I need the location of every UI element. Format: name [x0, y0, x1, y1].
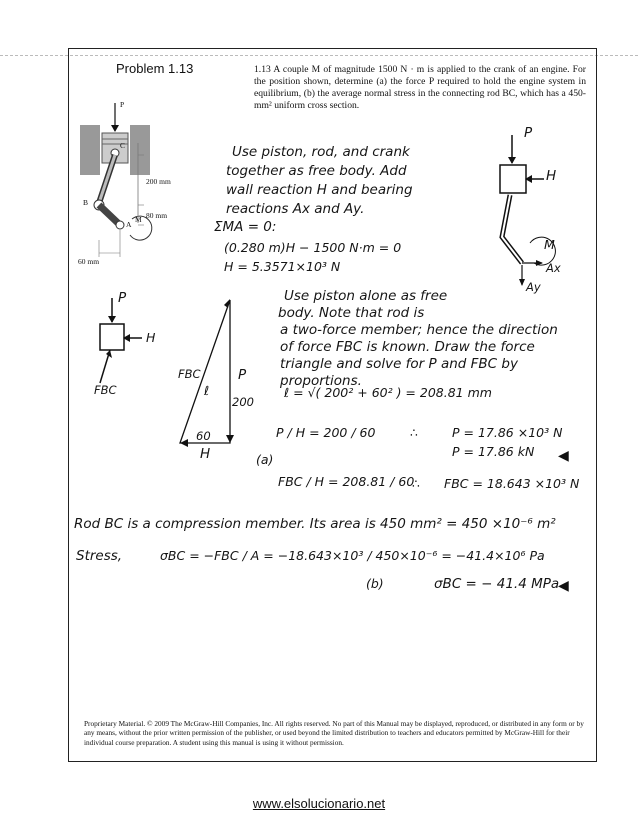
stress-eq: σBC = −FBC / A = −18.643×10³ / 450×10⁻⁶ = −41.4×10⁶ Pa: [160, 548, 545, 563]
copyright-footer: Proprietary Material. © 2009 The McGraw-Hill Companies, Inc. All rights reserved. No part of this Manual may be displayed, reproduced, or distributed in any form or by any means, without the prior written permission of the publisher, or used beyond the limited distribution to teachers and educators permitted by McGraw-Hill for their individual course preparation. A student using this manual is using it without permission.: [84, 719, 584, 747]
fbd-piston: [90, 288, 170, 408]
engine-drawing: [80, 95, 200, 270]
fig-dim-80: 80 mm: [146, 211, 168, 220]
fbd1-label-Ay: Ay: [526, 280, 541, 294]
label-a: (a): [256, 452, 274, 467]
fig-dim-60: 60 mm: [78, 257, 100, 266]
fig-label-P: P: [120, 100, 125, 109]
tri-label-H: H: [200, 446, 211, 462]
sol-line-3: wall reaction H and bearing: [226, 182, 413, 198]
eq-l: ℓ = √( 200² + 60² ) = 208.81 mm: [284, 385, 492, 400]
fbd-whole-drawing: [478, 125, 588, 300]
fig-label-M: M: [135, 215, 142, 224]
sol-line-4: reactions Ax and Ay.: [226, 201, 365, 217]
result-FBC: FBC = 18.643 ×10³ N: [444, 476, 580, 491]
fbd1-label-Ax: Ax: [546, 261, 561, 275]
tri-label-60: 60: [196, 429, 211, 443]
sol-moment-eq: ƩMA = 0:: [214, 219, 277, 235]
sol-line-11: Rod BC is a compression member. Its area is 450 mm² = 450 ×10⁻⁶ m²: [74, 516, 556, 532]
sol-line-8: of force FBC is known. Draw the force: [280, 339, 535, 355]
sol-eq-2: H = 5.3571×10³ N: [224, 259, 341, 274]
fbd1-label-P: P: [524, 125, 533, 141]
sol-line-9: triangle and solve for P and FBC by: [280, 356, 518, 372]
tri-label-FBC: FBC: [178, 367, 201, 381]
sol-line-10: proportions.: [280, 373, 362, 389]
result-P-2: P = 17.86 kN: [452, 444, 535, 459]
answer-arrow-a: ◀: [558, 449, 569, 464]
source-url-link[interactable]: www.elsolucionario.net: [252, 796, 386, 811]
fbd-whole-system: [478, 125, 588, 300]
answer-arrow-b: ◀: [558, 579, 569, 594]
fbd1-label-M: M: [544, 237, 555, 252]
therefore-2: ∴: [412, 476, 420, 491]
fig-label-B: B: [83, 198, 89, 207]
fbd2-label-P: P: [118, 290, 127, 306]
fig-label-A: A: [126, 220, 132, 229]
eq-ratio-2: FBC / H = 208.81 / 60: [278, 474, 415, 489]
tri-label-200: 200: [232, 395, 254, 409]
fbd2-label-FBC: FBC: [94, 383, 117, 397]
problem-title: Problem 1.13: [116, 61, 194, 76]
engine-figure: [80, 95, 200, 270]
sol-line-6: body. Note that rod is: [278, 305, 425, 321]
fbd2-label-H: H: [146, 330, 156, 345]
eq-ratio-1: P / H = 200 / 60: [276, 425, 376, 440]
sol-line-5: Use piston alone as free: [284, 288, 448, 304]
result-stress: σBC = − 41.4 MPa: [434, 576, 560, 592]
fbd1-label-H: H: [546, 168, 557, 184]
sol-line-7: a two-force member; hence the direction: [280, 322, 558, 338]
therefore-1: ∴: [410, 425, 418, 440]
fig-label-C: C: [120, 141, 126, 150]
force-triangle: [170, 295, 270, 465]
problem-statement: 1.13 A couple M of magnitude 1500 N · m is applied to the crank of an engine. For the position shown, determine (a) the force P required to hold the engine system in equilibrium, (b) the average normal stress in the connecting rod BC, which has a 450-mm² uniform cross section.: [254, 64, 586, 111]
result-P-1: P = 17.86 ×10³ N: [452, 425, 563, 440]
stress-label: Stress,: [76, 548, 123, 564]
fig-dim-200: 200 mm: [146, 177, 171, 186]
tri-label-l: ℓ: [204, 383, 210, 398]
label-b: (b): [366, 576, 384, 591]
sol-line-1: Use piston, rod, and crank: [232, 144, 410, 160]
sol-line-2: together as free body. Add: [226, 163, 407, 179]
tri-label-P: P: [238, 367, 247, 383]
sol-eq-1: (0.280 m)H − 1500 N·m = 0: [224, 240, 402, 255]
